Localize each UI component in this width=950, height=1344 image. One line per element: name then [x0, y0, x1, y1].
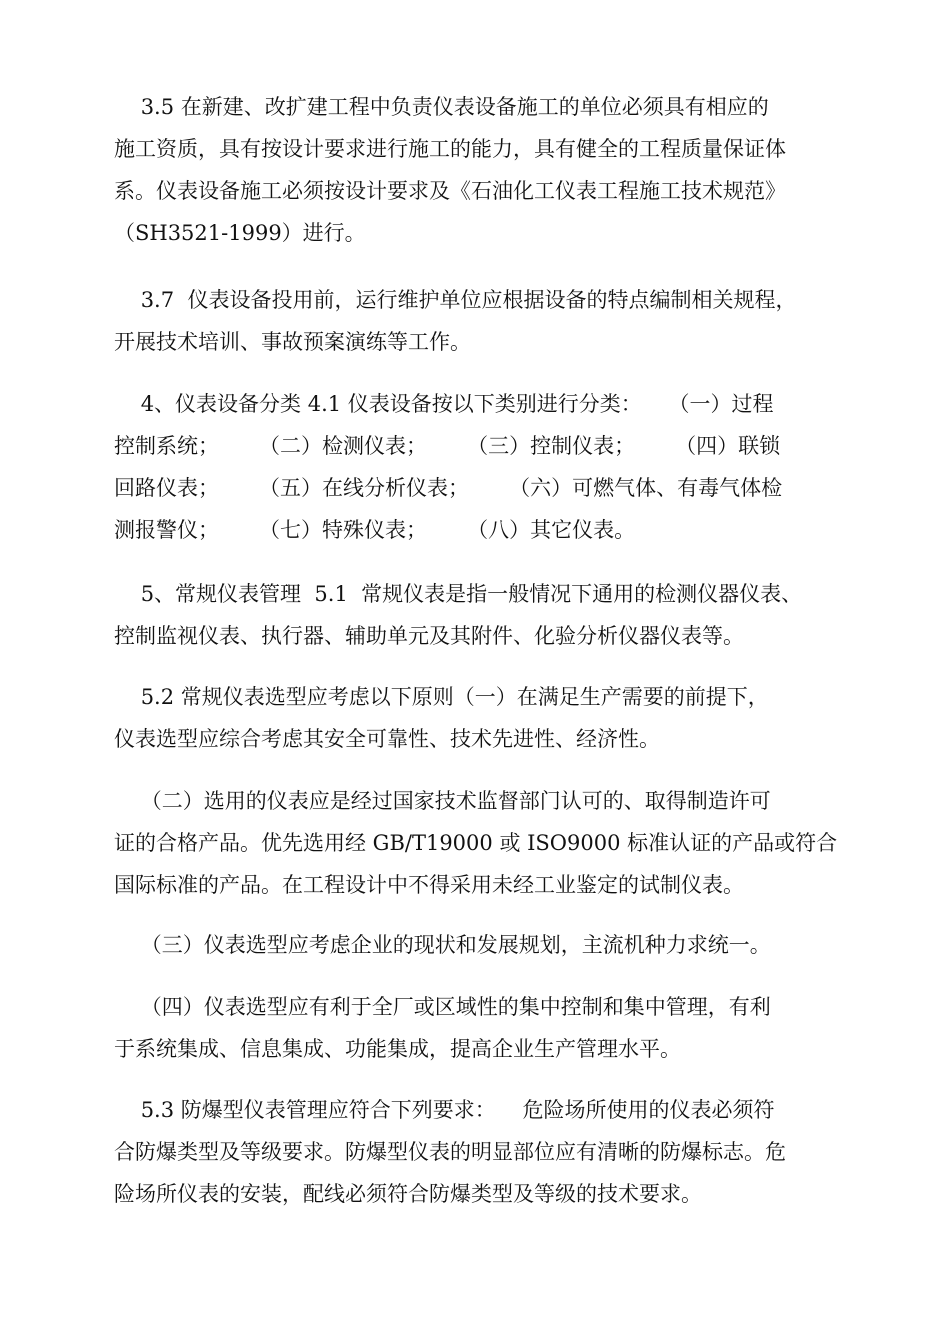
- text-line: 控制系统； （二）检测仪表； （三）控制仪表； （四）联锁: [114, 434, 781, 458]
- text-line: 险场所仪表的安装，配线必须符合防爆类型及等级的技术要求。: [114, 1182, 702, 1206]
- paragraph-4-classification: [114, 383, 838, 551]
- text-line: 国际标准的产品。在工程设计中不得采用未经工业鉴定的试制仪表。: [114, 873, 744, 897]
- text-line: 5.2 常规仪表选型应考虑以下原则（一）在满足生产需要的前提下，: [114, 685, 769, 709]
- text-line: （三）仪表选型应考虑企业的现状和发展规划，主流机种力求统一。: [114, 933, 771, 957]
- text-line: 证的合格产品。优先选用经 GB/T19000 或 ISO9000 标准认证的产品或符合: [114, 831, 838, 855]
- text-line: 回路仪表； （五）在线分析仪表； （六）可燃气体、有毒气体检: [114, 476, 783, 500]
- paragraph-5-3: [114, 1089, 838, 1215]
- text-line: 开展技术培训、事故预案演练等工作。: [114, 330, 471, 354]
- text-line: 于系统集成、信息集成、功能集成，提高企业生产管理水平。: [114, 1037, 681, 1061]
- paragraph-5-2: [114, 676, 838, 760]
- paragraph-5-2-2: [114, 780, 838, 906]
- text-line: （二）选用的仪表应是经过国家技术监督部门认可的、取得制造许可: [114, 789, 771, 813]
- text-line: （四）仪表选型应有利于全厂或区域性的集中控制和集中管理，有利: [114, 995, 771, 1019]
- text-line: 合防爆类型及等级要求。防爆型仪表的明显部位应有清晰的防爆标志。危: [114, 1140, 786, 1164]
- text-line: 3.7 仪表设备投用前，运行维护单位应根据设备的特点编制相关规程，: [114, 288, 797, 312]
- paragraph-3-5: [114, 86, 838, 254]
- paragraph-3-7: [114, 279, 838, 363]
- text-line: 控制监视仪表、执行器、辅助单元及其附件、化验分析仪器仪表等。: [114, 624, 744, 648]
- text-line: 4、仪表设备分类 4.1 仪表设备按以下类别进行分类： （一）过程: [114, 392, 774, 416]
- text-line: （SH3521-1999）进行。: [114, 221, 366, 245]
- paragraph-5-1: [114, 573, 838, 657]
- text-line: 仪表选型应综合考虑其安全可靠性、技术先进性、经济性。: [114, 727, 660, 751]
- text-line: 施工资质，具有按设计要求进行施工的能力，具有健全的工程质量保证体: [114, 137, 786, 161]
- text-line: 测报警仪； （七）特殊仪表； （八）其它仪表。: [114, 518, 636, 542]
- text-line: 5.3 防爆型仪表管理应符合下列要求： 危险场所使用的仪表必须符: [114, 1098, 775, 1122]
- text-line: 5、常规仪表管理 5.1 常规仪表是指一般情况下通用的检测仪器仪表、: [114, 582, 803, 606]
- paragraph-5-2-4: [114, 986, 838, 1070]
- paragraph-5-2-3: [114, 924, 838, 966]
- text-line: 3.5 在新建、改扩建工程中负责仪表设备施工的单位必须具有相应的: [114, 95, 769, 119]
- text-line: 系。仪表设备施工必须按设计要求及《石油化工仪表工程施工技术规范》: [114, 179, 786, 203]
